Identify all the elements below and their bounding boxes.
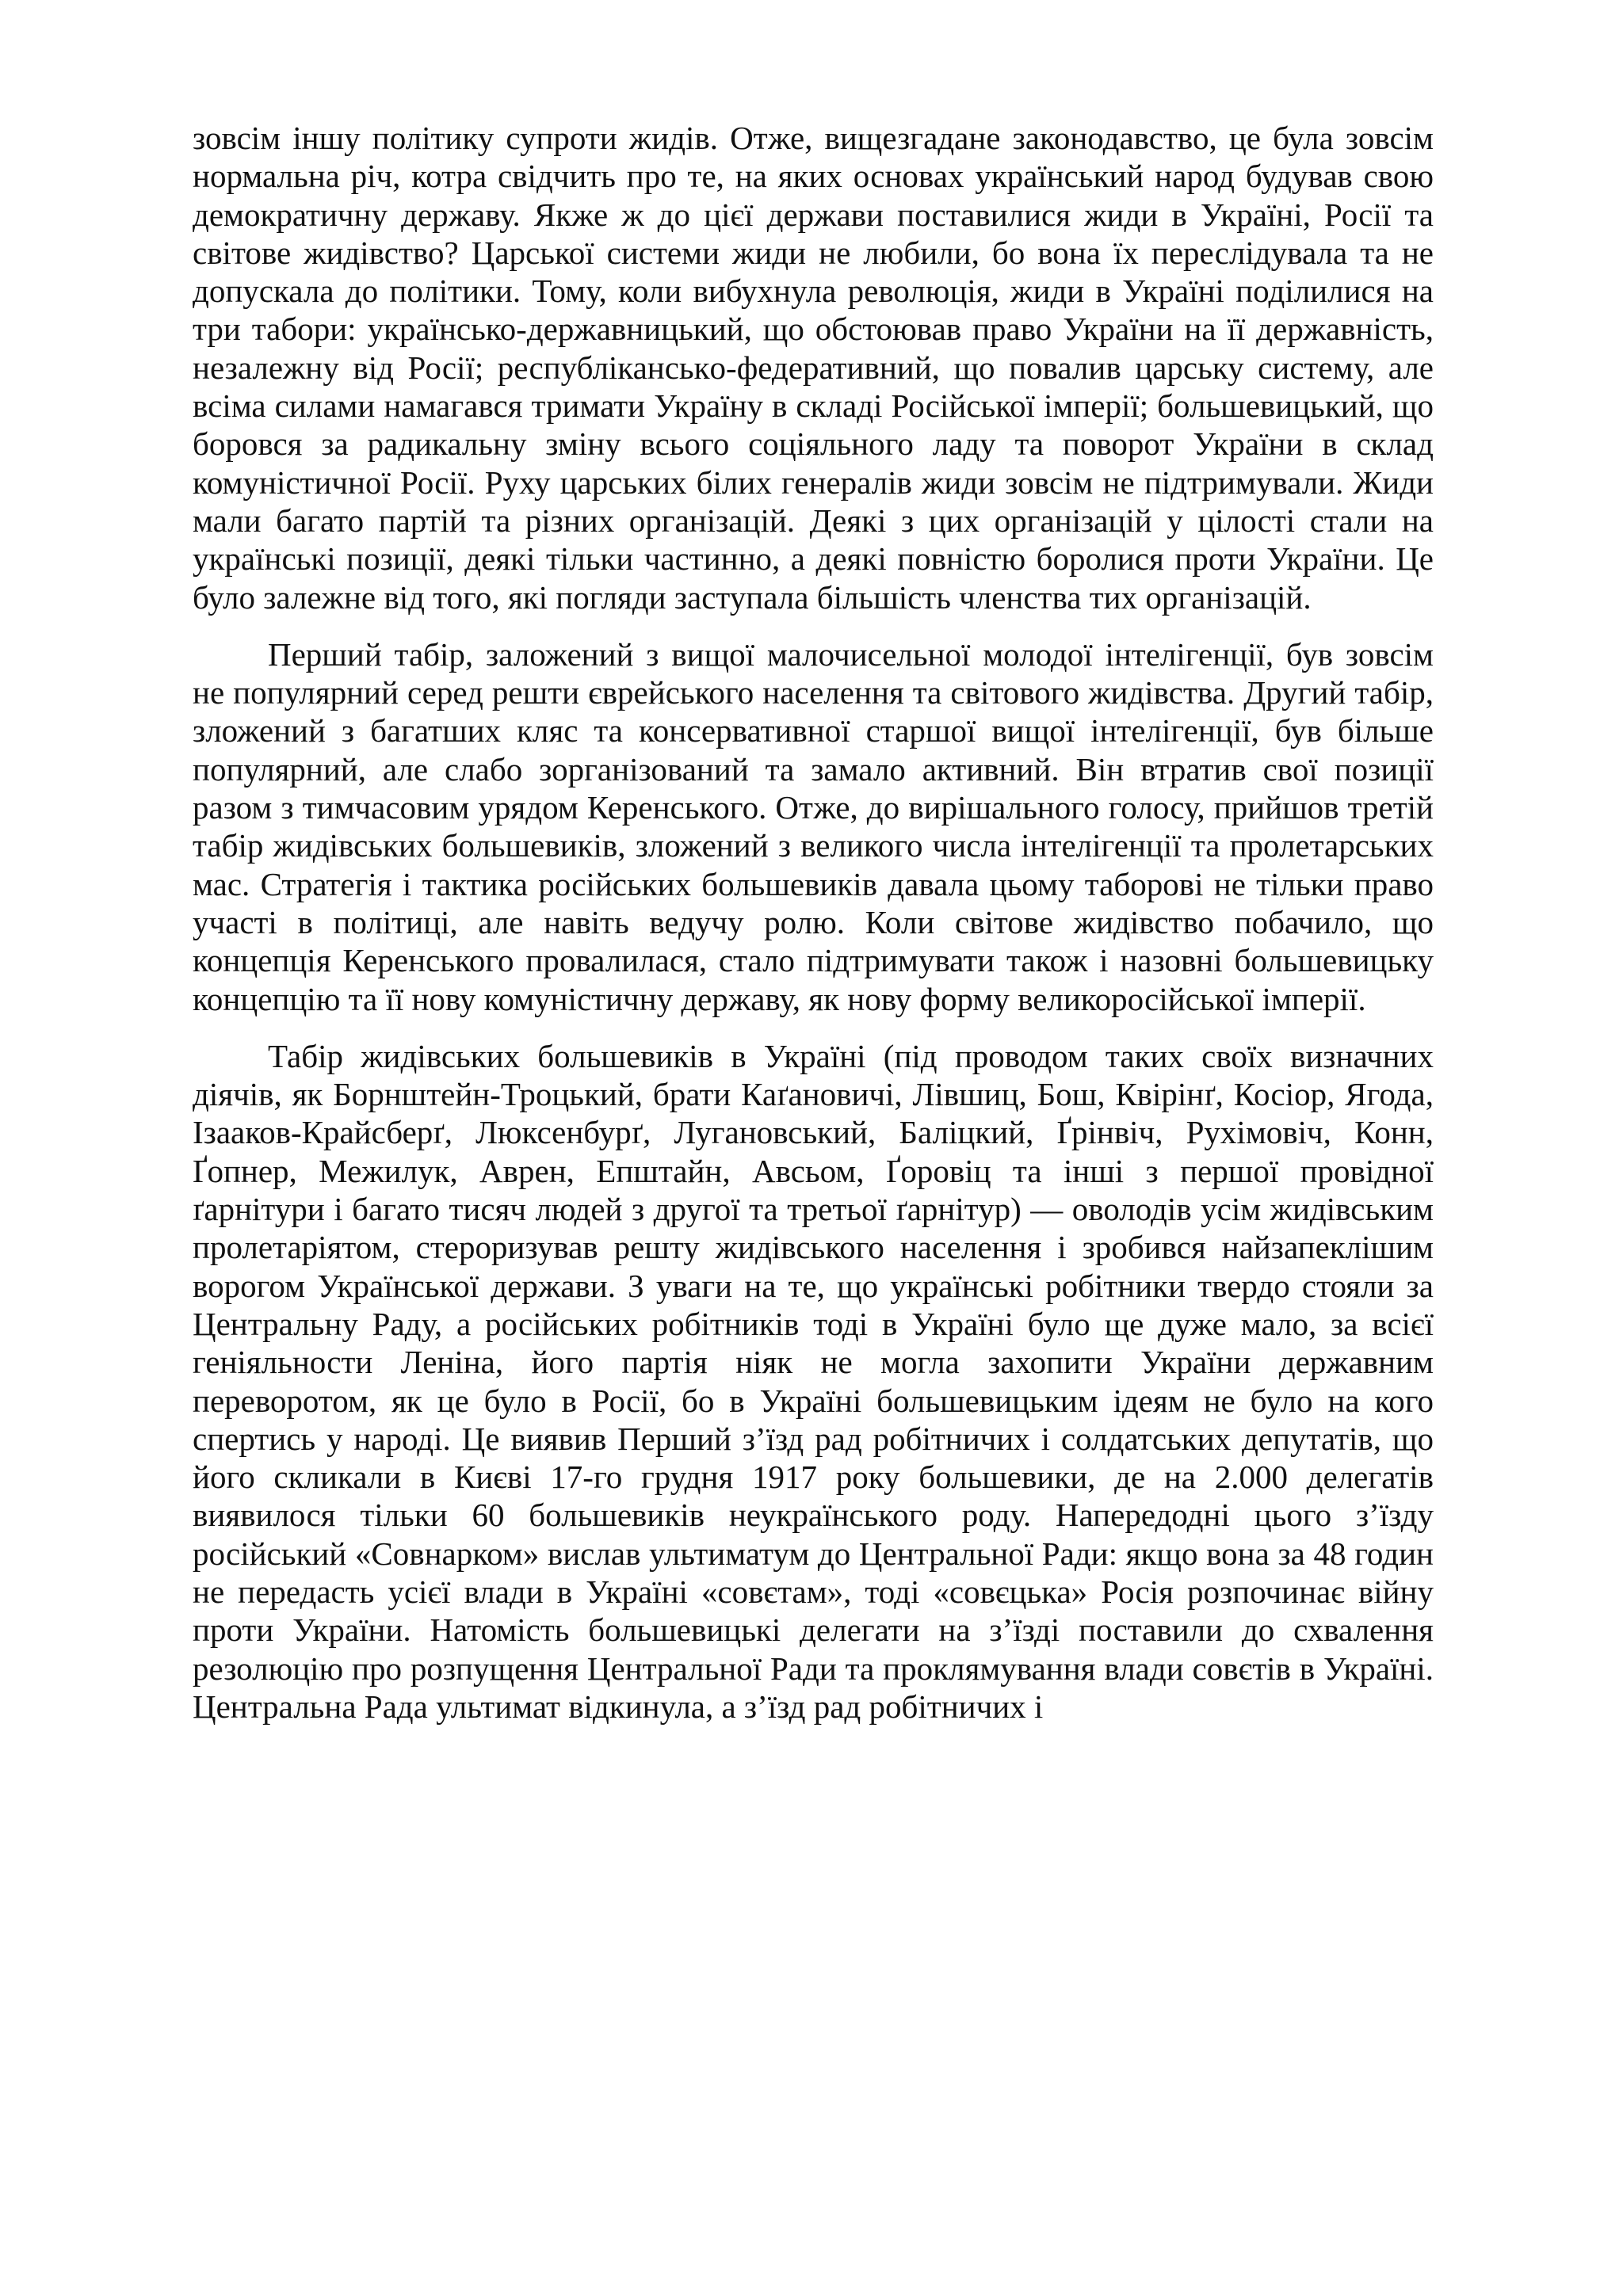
document-body [193, 119, 1434, 1726]
paragraph-2: Перший табір, заложений з вищої малочисельної молодої інтелігенції, був зовсім не популярний серед решти єврейського населення та світового жидівства. Другий табір, зложений з багатших кляс та консервативної старшої вищої інтелігенції, був більше популярний, але слабо зорганізований та замало активний. Він втратив свої позиції разом з тимчасовим урядом Керенського. Отже, до вирішального голосу, прийшов третій табір жидівських большевиків, зложений з великого числа інтелігенції та пролетарських мас. Стратегія і тактика російських большевиків давала цьому таборові не тільки право участі в політиці, але навіть ведучу ролю. Коли світове жидівство побачило, що концепція Керенського провалилася, стало підтримувати також і назовні большевицьку концепцію та її нову комуністичну державу, як нову форму великоросійської імперії. [193, 635, 1434, 1017]
paragraph-1: зовсім іншу політику супроти жидів. Отже, вищезгадане законодавство, це була зовсім нормальна річ, котра свідчить про те, на яких основах український народ будував свою демократичну державу. Якже ж до цієї держави поставилися жиди в Україні, Росії та світове жидівство? Царської системи жиди не любили, бо вона їх переслідувала та не допускала до політики. Тому, коли вибухнула революція, жиди в Україні поділилися на три табори: українсько-державницький, що обстоював право України на її державність, незалежну від Росії; республіканськo-федеративний, що повалив царську систему, але всіма силами намагався тримати Україну в складі Російської імперії; большевицький, що боровся за радикальну зміну всього соціяльного ладу та поворот України в склад комуністичної Росії. Руху царських білих генералів жиди зовсім не підтримували. Жиди мали багато партій та різних організацій. Деякі з цих організацій у цілості стали на українські позиції, деякі тільки частинно, а деякі повністю боролися проти України. Це було залежне від того, які погляди заступала більшість членства тих організацій. [193, 120, 1434, 616]
paragraph-3: Табір жидівських большевиків в Україні (під проводом таких своїх визначних діячів, як Борнштейн-Троцький, брати Каґановичі, Лівшиц, Бош, Квірінґ, Косіор, Ягода, Ізааков-Крайсберґ, Люксенбурґ, Лугановський, Баліцкий, Ґрінвіч, Рухімовіч, Конн, Ґопнер, Межилук, Аврен, Епштайн, Авсьом, Ґоровіц та інші з першої провідної ґарнітури і багато тисяч людей з другої та третьої ґарнітур) — оволодів усім жидівським пролетаріятом, стероризував решту жидівського населення і зробився найзапеклішим ворогом Української держави. З уваги на те, що українські робітники твердо стояли за Центральну Раду, а російських робітників тоді в Україні було ще дуже мало, за всієї геніяльности Леніна, його партія ніяк не могла захопити України державним переворотом, як це було в Росії, бо в Україні большевицьким ідеям не було на кого спертись у народі. Це виявив Перший з’їзд рад робітничих і солдатських депутатів, що його скликали в Києві 17-го грудня 1917 року большевики, де на 2.000 делегатів виявилося тільки 60 большевиків неукраїнського роду. Напередодні цього з’їзду російський «Совнарком» вислав ультиматум до Центральної Ради: якщо вона за 48 годин не передасть усієї влади в Україні «совєтам», тоді «совєцька» Росія розпочинає війну проти України. Натомість большевицькі делегати на з’їзді поставили до схвалення резолюцію про розпущення Центральної Ради та проклямування влади совєтів в Україні. Центральна Рада ультимат відкинула, а з’їзд рад робітничих і [193, 1037, 1434, 1725]
